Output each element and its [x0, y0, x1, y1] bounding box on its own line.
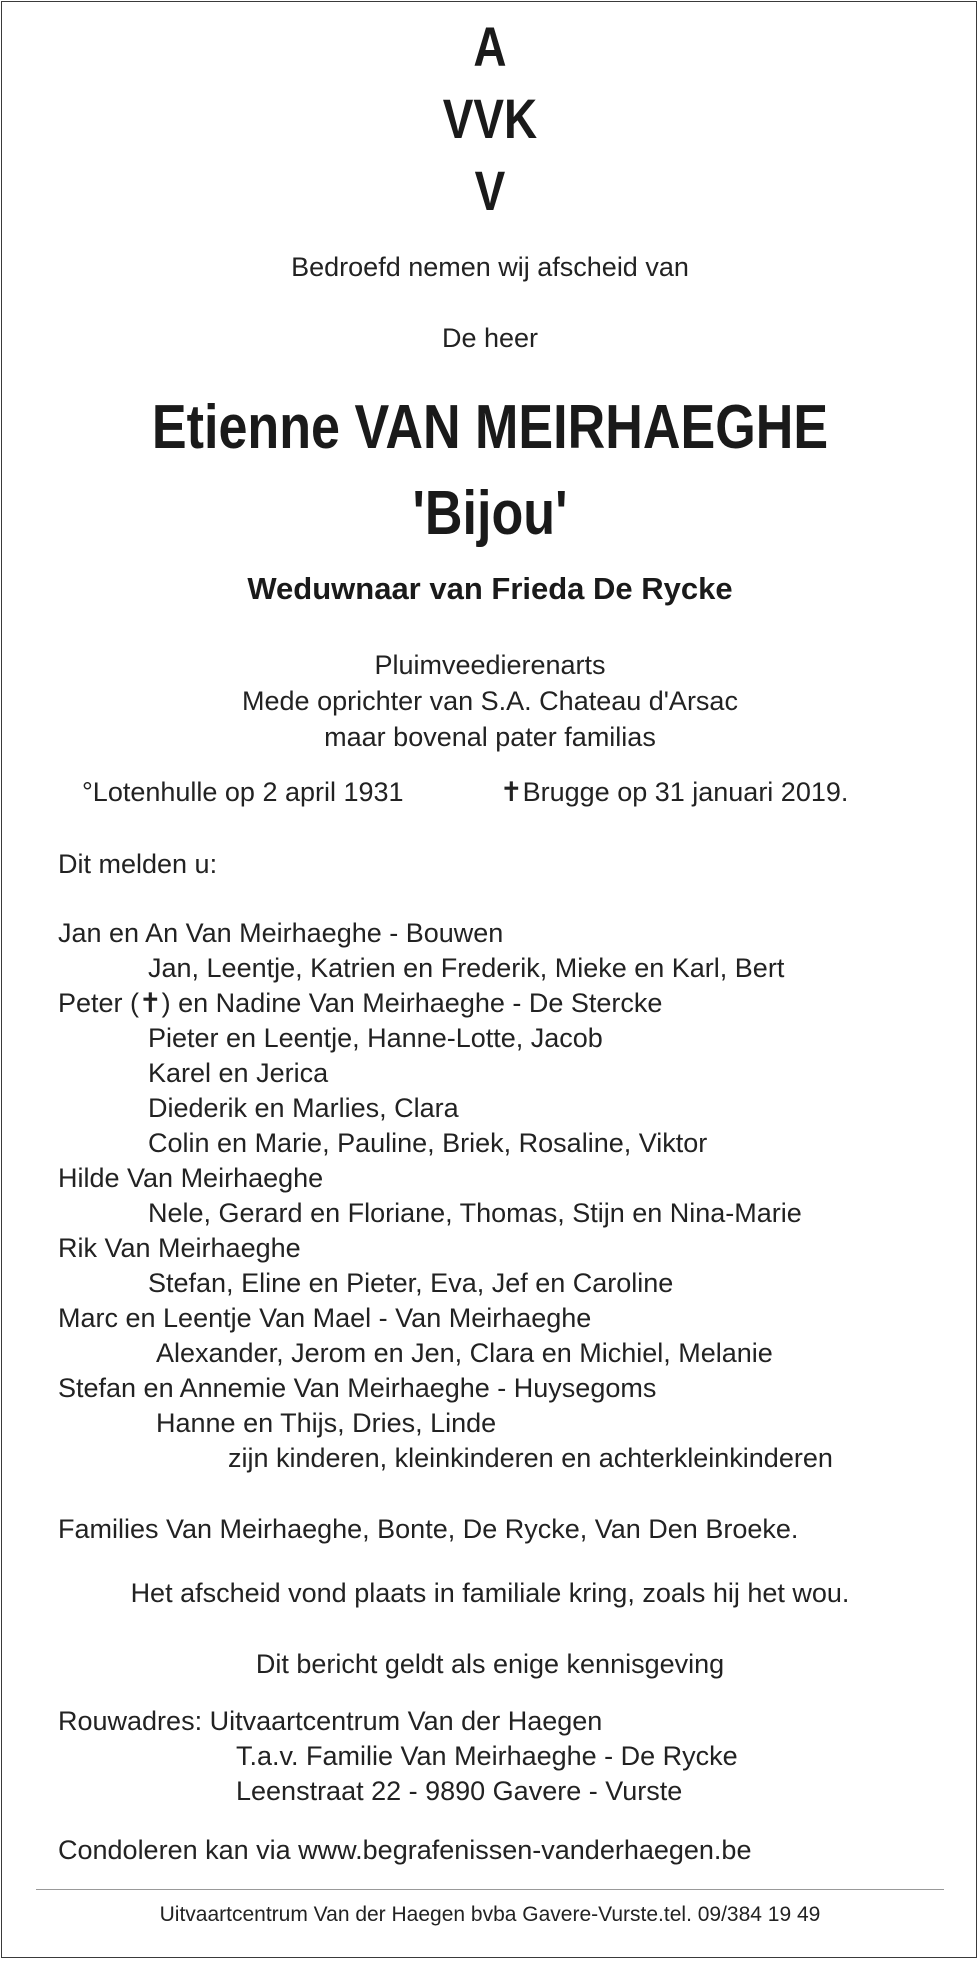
title-line-3: maar bovenal pater familias: [324, 722, 656, 752]
deceased-nickname: 'Bijou': [412, 479, 568, 548]
family-line: Hanne en Thijs, Dries, Linde: [156, 1408, 497, 1438]
family-line: Peter (✝) en Nadine Van Meirhaeghe - De Stercke: [58, 988, 663, 1018]
emblem-top: A: [473, 15, 507, 78]
title-line-1: Pluimveedierenarts: [374, 650, 606, 680]
family-line: Nele, Gerard en Floriane, Thomas, Stijn en Nina-Marie: [148, 1198, 802, 1228]
farewell-line: Het afscheid vond plaats in familiale kring, zoals hij het wou.: [130, 1578, 850, 1608]
footer-text: Uitvaartcentrum Van der Haegen bvba Gavere-Vurste.tel. 09/384 19 49: [159, 1903, 821, 1926]
family-line: Jan en An Van Meirhaeghe - Bouwen: [58, 918, 504, 948]
family-line: Diederik en Marlies, Clara: [148, 1093, 459, 1123]
family-line: Stefan, Eline en Pieter, Eva, Jef en Caroline: [148, 1268, 674, 1298]
announce-label: Dit melden u:: [58, 849, 218, 879]
notice-line: Dit bericht geldt als enige kennisgeving: [255, 1649, 725, 1679]
family-line: Alexander, Jerom en Jen, Clara en Michiel, Melanie: [156, 1338, 773, 1368]
families-line: Families Van Meirhaeghe, Bonte, De Rycke, Van Den Broeke.: [58, 1514, 799, 1544]
family-line: Pieter en Leentje, Hanne-Lotte, Jacob: [148, 1023, 603, 1053]
condolences-line: Condoleren kan via www.begrafenissen-vanderhaegen.be: [58, 1835, 752, 1865]
family-line: Jan, Leentje, Katrien en Frederik, Mieke en Karl, Bert: [148, 953, 785, 983]
death-date: ✝Brugge op 31 januari 2019.: [500, 777, 849, 807]
intro-text: Bedroefd nemen wij afscheid van: [291, 252, 689, 282]
widow-line: Weduwnaar van Frieda De Rycke: [247, 571, 733, 606]
address-line-2: T.a.v. Familie Van Meirhaeghe - De Rycke: [236, 1741, 738, 1771]
emblem-bottom: V: [474, 159, 506, 222]
emblem-middle: VVK: [442, 87, 538, 150]
family-line: Colin en Marie, Pauline, Briek, Rosaline, Viktor: [148, 1128, 708, 1158]
footer-divider: [36, 1889, 944, 1890]
salutation: De heer: [441, 323, 539, 353]
birth-date: °Lotenhulle op 2 april 1931: [82, 777, 404, 807]
family-summary: zijn kinderen, kleinkinderen en achterkleinkinderen: [228, 1443, 833, 1473]
family-line: Hilde Van Meirhaeghe: [58, 1163, 324, 1193]
family-line: Marc en Leentje Van Mael - Van Meirhaeghe: [58, 1303, 592, 1333]
family-line: Stefan en Annemie Van Meirhaeghe - Huysegoms: [58, 1373, 657, 1403]
deceased-name: Etienne VAN MEIRHAEGHE: [151, 393, 829, 462]
title-line-2: Mede oprichter van S.A. Chateau d'Arsac: [242, 686, 738, 716]
address-label: Rouwadres: Uitvaartcentrum Van der Haegen: [58, 1706, 603, 1736]
family-line: Karel en Jerica: [148, 1058, 329, 1088]
family-line: Rik Van Meirhaeghe: [58, 1233, 301, 1263]
address-line-3: Leenstraat 22 - 9890 Gavere - Vurste: [236, 1776, 683, 1806]
